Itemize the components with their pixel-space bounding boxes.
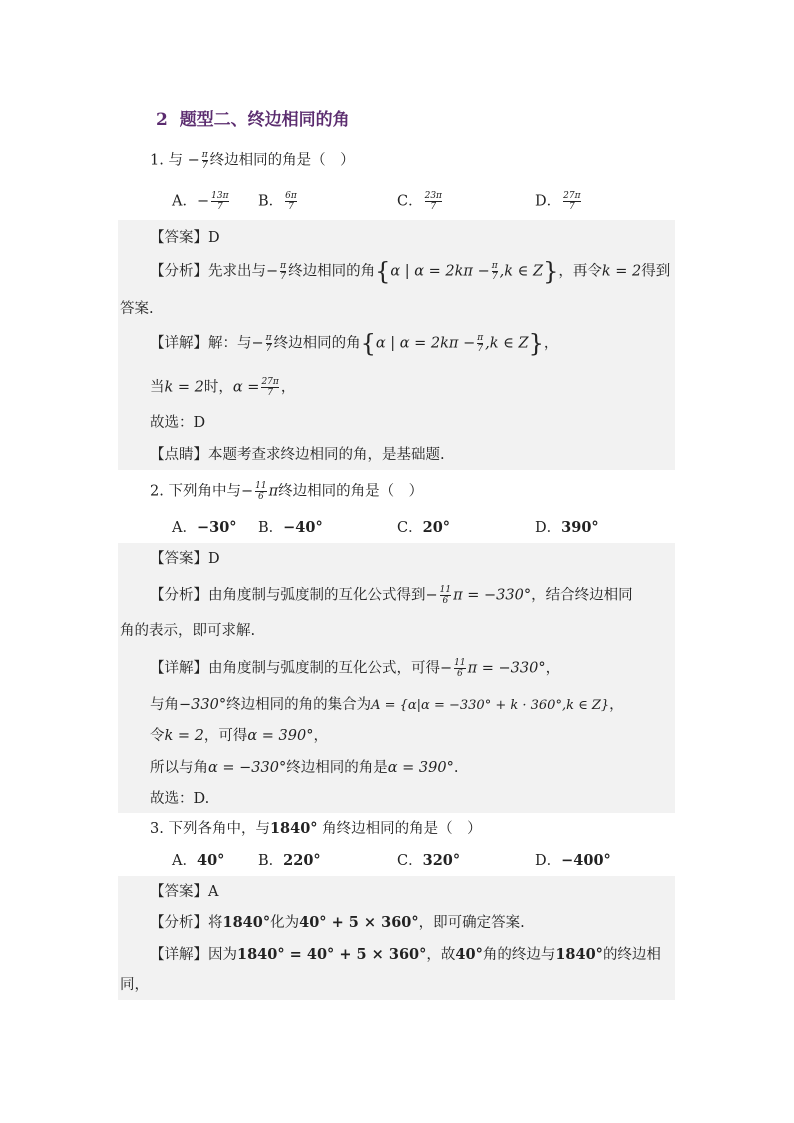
q1-analysis-set-num: π xyxy=(491,261,498,271)
q1-stem-prefix: 1. 与 xyxy=(150,152,183,169)
section-heading xyxy=(156,105,350,130)
q3-answer: 【答案】A xyxy=(150,884,219,900)
q2-option-d[interactable] xyxy=(535,518,599,538)
q2-stem-den: 6 xyxy=(255,491,266,502)
q1-option-c[interactable] xyxy=(397,191,444,212)
q1-analysis-a: 【分析】先求出与 xyxy=(150,263,266,280)
q1-analysis-line2: 答案. xyxy=(120,301,154,317)
q2-analysis-fraction xyxy=(440,585,451,606)
q2-option-c-value: 20° xyxy=(422,519,451,536)
q3-option-b-value: 220° xyxy=(283,852,321,869)
section-number: 2 xyxy=(156,110,168,130)
q1-option-d-den: 7 xyxy=(563,201,580,212)
q2-option-b-label: B． xyxy=(258,520,284,536)
q3-detail-b: ，故 xyxy=(426,947,456,963)
q2-analysis-a: 【分析】由角度制与弧度制的互化公式得到 xyxy=(150,587,426,604)
q2-detail-neg: − xyxy=(440,660,453,677)
q2-detail-num: 11 xyxy=(454,658,466,668)
q1-detail-left-brace: { xyxy=(360,329,376,358)
q2-set-d: ， xyxy=(609,697,624,713)
q2-option-a-label: A． xyxy=(172,520,197,536)
q1-stem-frac-num: π xyxy=(201,150,208,160)
q1-analysis-d: 得到 xyxy=(641,263,671,280)
q1-option-b-label: B． xyxy=(258,193,284,210)
q3-option-d-label: D． xyxy=(535,853,562,869)
q2-option-a-value: −30° xyxy=(196,519,237,536)
q3-analysis-b: 化为 xyxy=(270,915,300,931)
q1-when-c: ， xyxy=(280,379,296,396)
q1-choose: 故选：D xyxy=(150,415,206,431)
q1-option-c-num: 23π xyxy=(424,191,442,201)
q3-option-b[interactable] xyxy=(258,851,321,871)
q1-option-a-fraction xyxy=(211,191,228,212)
q1-option-b[interactable] xyxy=(258,191,299,212)
q1-detail-set-bar: | xyxy=(385,335,400,352)
q2-so-e: . xyxy=(453,760,459,776)
q3-analysis xyxy=(150,913,525,933)
q2-detail-a: 【详解】由角度制与弧度制的互化公式，可得 xyxy=(150,660,440,677)
q1-detail-set-a: α xyxy=(375,335,386,352)
q3-stem-a: 3. 下列各角中，与 xyxy=(150,821,270,837)
q1-detail-set-num: π xyxy=(477,333,484,343)
q1-option-a[interactable] xyxy=(172,191,231,212)
q3-detail-d: 的终边相 xyxy=(602,947,661,963)
q2-so-d: α = 390° xyxy=(387,760,454,776)
q2-detail-fraction xyxy=(454,658,465,679)
q2-detail-b: π = −330° xyxy=(467,660,546,677)
q3-detail-expr: 1840° = 40° + 5 × 360° xyxy=(237,946,427,963)
q1-stem xyxy=(150,150,355,171)
q1-detail-b: 终边相同的角 xyxy=(273,335,361,352)
q1-stem-frac-den: 7 xyxy=(201,161,208,171)
q2-analysis-b: π = −330° xyxy=(453,587,532,604)
q1-detail-set-b: α = 2kπ − xyxy=(399,335,476,352)
q1-option-c-den: 7 xyxy=(425,201,442,212)
q1-analysis-set-b: α = 2kπ − xyxy=(414,263,490,280)
q1-detail xyxy=(150,329,559,358)
q1-when-b: 时， xyxy=(203,379,233,396)
q3-stem-b: 角终边相同的角是（ ） xyxy=(317,821,482,837)
q3-analysis-c: ，即可确定答案. xyxy=(418,915,525,931)
q2-stem-fraction xyxy=(255,481,266,502)
q1-analysis-c: ，再令 xyxy=(558,263,602,280)
q1-analysis-k: k = 2 xyxy=(601,263,642,280)
q2-let-a: 令 xyxy=(150,728,165,744)
q2-let-c: α = 390° xyxy=(247,728,314,744)
q1-analysis-b: 终边相同的角 xyxy=(288,263,376,280)
q1-detail-set-fraction xyxy=(477,333,483,354)
q2-let xyxy=(150,726,328,746)
q1-analysis-set-a: α xyxy=(390,263,401,280)
q2-analysis-c: ，结合终边相同 xyxy=(531,587,633,604)
q3-analysis-val: 1840° xyxy=(222,914,271,931)
q1-option-b-den: 7 xyxy=(285,201,297,212)
q1-option-c-fraction xyxy=(425,191,442,212)
q3-option-b-label: B． xyxy=(258,853,284,869)
q3-option-a-value: 40° xyxy=(196,852,225,869)
q2-analysis-line2: 角的表示，即可求解. xyxy=(120,623,256,639)
q1-detail-num: π xyxy=(265,333,272,343)
q2-detail-c: ， xyxy=(545,660,561,677)
q2-set-val: −330° xyxy=(179,697,227,713)
q2-stem xyxy=(150,481,423,502)
q2-let-b: ，可得 xyxy=(203,728,248,744)
q1-when-num: 27π xyxy=(261,377,279,387)
q2-option-c[interactable] xyxy=(397,518,450,538)
q1-analysis-left-brace: { xyxy=(375,257,391,286)
q1-analysis-neg: − xyxy=(266,263,279,280)
q1-analysis-num: π xyxy=(280,261,287,271)
q1-option-b-fraction xyxy=(285,191,297,212)
q1-detail-set-c: ,k ∈ Z xyxy=(485,335,529,352)
q1-analysis xyxy=(150,257,671,286)
q1-stem-suffix: 终边相同的角是（ ） xyxy=(209,152,355,169)
q2-analysis-neg: − xyxy=(425,587,438,604)
q1-stem-fraction xyxy=(202,150,208,171)
q2-option-c-label: C． xyxy=(397,520,423,536)
q2-choose: 故选：D. xyxy=(150,791,210,807)
q1-option-d-fraction xyxy=(563,191,580,212)
q1-when xyxy=(150,377,295,398)
q1-analysis-den: 7 xyxy=(280,272,286,282)
q3-detail-val1: 40° xyxy=(455,946,483,963)
q3-option-a-label: A． xyxy=(172,853,197,869)
q1-option-a-label: A． xyxy=(172,193,197,210)
q1-option-c-label: C． xyxy=(397,193,423,210)
q2-option-d-label: D． xyxy=(535,520,562,536)
q2-detail-den: 6 xyxy=(454,668,465,679)
q3-detail-c: 角的终边与 xyxy=(482,947,556,963)
q1-option-d[interactable] xyxy=(535,191,583,212)
q1-when-den: 7 xyxy=(261,387,278,398)
q2-analysis xyxy=(150,585,633,606)
q1-analysis-set-c: ,k ∈ Z xyxy=(499,263,544,280)
q1-detail-set-den: 7 xyxy=(477,344,484,354)
q2-option-b[interactable] xyxy=(258,518,323,538)
q1-detail-c: ， xyxy=(543,335,559,352)
section-title: 题型二、终边相同的角 xyxy=(179,110,350,130)
q1-when-alpha: α = xyxy=(232,379,260,396)
q1-option-d-num: 27π xyxy=(563,191,581,201)
q1-analysis-set-fraction xyxy=(492,261,498,282)
q3-analysis-a: 【分析】将 xyxy=(150,915,223,931)
q2-let-d: ， xyxy=(313,728,328,744)
q1-option-a-den: 7 xyxy=(211,201,228,212)
q2-so-c: 终边相同的角是 xyxy=(286,760,388,776)
q1-analysis-right-brace: } xyxy=(543,257,559,286)
q1-option-a-num: 13π xyxy=(211,191,229,201)
q1-analysis-fraction xyxy=(280,261,286,282)
q2-analysis-num: 11 xyxy=(439,585,452,595)
q2-stem-prefix: 2. 下列角中与 xyxy=(150,483,241,500)
q2-stem-pi: π xyxy=(268,483,279,500)
q1-comment: 【点睛】本题考查求终边相同的角，是基础题. xyxy=(150,447,445,463)
q1-option-a-sign: − xyxy=(196,193,210,210)
q2-set-a: 与角 xyxy=(150,697,179,713)
q2-set xyxy=(150,695,624,716)
q1-detail-den: 7 xyxy=(265,344,272,354)
q1-option-d-label: D． xyxy=(535,193,562,210)
q1-option-b-num: 6π xyxy=(285,191,297,201)
q3-option-c-value: 320° xyxy=(422,852,461,869)
q2-option-d-value: 390° xyxy=(561,519,599,536)
q1-detail-right-brace: } xyxy=(528,329,544,358)
q3-option-c-label: C． xyxy=(397,853,423,869)
q3-option-d[interactable] xyxy=(535,851,611,871)
q1-when-k: k = 2 xyxy=(164,379,204,396)
q2-option-a[interactable] xyxy=(172,518,237,538)
q2-set-b: 终边相同的角的集合为 xyxy=(226,697,372,713)
q2-stem-suffix: 终边相同的角是（ ） xyxy=(278,483,424,500)
q3-stem-val: 1840° xyxy=(269,820,318,837)
q3-option-d-value: −400° xyxy=(561,852,611,869)
q2-stem-neg: − xyxy=(240,483,254,500)
q3-detail-a: 【详解】因为 xyxy=(150,947,237,963)
q2-answer: 【答案】D xyxy=(150,551,220,567)
q3-detail-line2: 同， xyxy=(120,977,149,993)
q1-when-a: 当 xyxy=(150,379,165,396)
q2-let-k: k = 2 xyxy=(164,728,204,744)
q3-option-a[interactable] xyxy=(172,851,224,871)
q1-answer: 【答案】D xyxy=(150,230,220,246)
q1-detail-a: 【详解】解：与 xyxy=(150,335,252,352)
q3-analysis-expr: 40° + 5 × 360° xyxy=(299,914,419,931)
q1-detail-neg: − xyxy=(251,335,264,352)
q1-stem-neg: − xyxy=(187,152,200,169)
q2-detail xyxy=(150,658,560,679)
q1-analysis-set-den: 7 xyxy=(491,272,498,282)
q2-set-c: A = {α|α = −330° + k · 360°,k ∈ Z} xyxy=(371,698,610,713)
q3-stem xyxy=(150,819,482,839)
q1-when-fraction xyxy=(261,377,278,398)
q1-detail-fraction xyxy=(266,333,272,354)
q2-so xyxy=(150,758,458,778)
q3-detail-val2: 1840° xyxy=(555,946,603,963)
q2-option-b-value: −40° xyxy=(283,519,323,536)
q2-so-a: 所以与角 xyxy=(150,760,208,776)
q1-analysis-set-bar: | xyxy=(400,263,415,280)
q2-stem-num: 11 xyxy=(255,481,267,491)
q2-so-b: α = −330° xyxy=(208,760,287,776)
q3-option-c[interactable] xyxy=(397,851,460,871)
q2-analysis-den: 6 xyxy=(440,595,451,606)
q3-detail xyxy=(150,945,661,965)
